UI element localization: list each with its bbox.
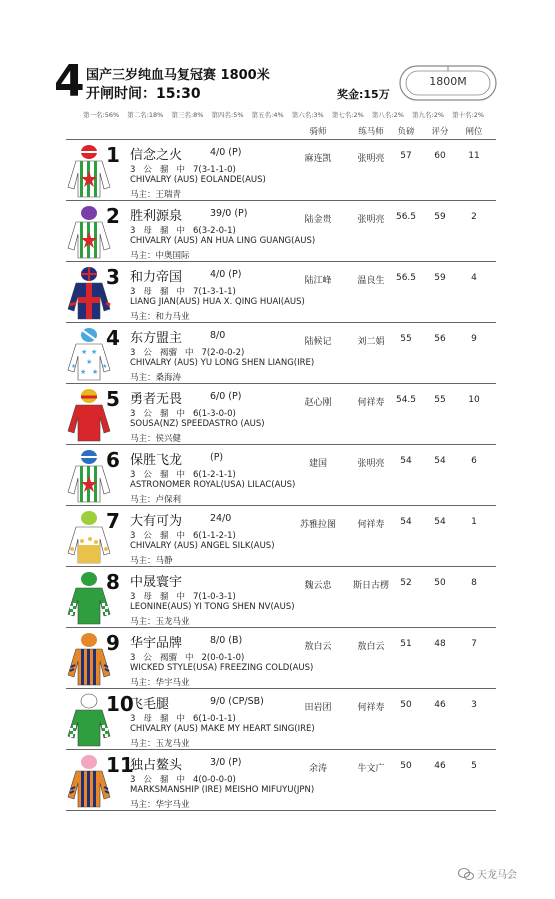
horse-color: 骝: [159, 409, 169, 419]
col-jockey: 骑师: [309, 127, 327, 137]
horse-name: 保胜飞龙: [130, 453, 183, 468]
horse-meta: [130, 346, 252, 358]
horse-age: 3: [130, 348, 136, 358]
horse-age: 3: [130, 592, 136, 602]
col-trainer: 练马师: [358, 127, 384, 137]
horse-meta: [130, 285, 244, 297]
rating: 54: [434, 517, 446, 527]
horse-owner: 马主：华宇马业: [130, 678, 190, 688]
horse-number: 3: [106, 265, 120, 289]
runner-row: [66, 445, 496, 506]
horse-sex: 公: [143, 775, 152, 785]
horse-record: 6(3-2-0-1): [192, 226, 236, 236]
horse-meta: [130, 468, 244, 480]
prize-split-item: 第五名:4%: [251, 111, 284, 119]
horse-sex: 公: [143, 409, 152, 419]
rating: 54: [434, 456, 446, 466]
horse-owner: 马主：侯兴健: [130, 434, 182, 444]
watermark-text: 天龙马会: [477, 870, 517, 881]
horse-rate: 3/0 (P): [210, 757, 242, 768]
weight: 57: [400, 151, 412, 161]
horse-origin: 中: [176, 165, 185, 175]
horse-name: 东方盟主: [130, 331, 183, 346]
horse-number: 2: [106, 204, 120, 228]
draw: 11: [468, 151, 480, 161]
trainer: 刘二娟: [357, 337, 385, 347]
col-draw: 闸位: [465, 127, 483, 137]
horse-record: 7(1-0-3-1): [192, 592, 236, 602]
prize-split-item: 第九名:2%: [412, 111, 445, 119]
horse-pedigree: CHIVALRY (AUS) YU LONG SHEN LIANG(IRE): [130, 358, 315, 368]
prize-split: [83, 110, 490, 119]
horse-sex: 母: [143, 592, 152, 602]
horse-number: 11: [106, 753, 134, 777]
svg-text:★: ★: [71, 363, 77, 370]
col-weight: 负磅: [397, 127, 415, 137]
horse-sex: 母: [143, 714, 152, 724]
watermark: [458, 866, 517, 881]
horse-origin: 中: [176, 470, 185, 480]
jockey: 田岩团: [304, 703, 332, 713]
horse-number: 7: [106, 509, 120, 533]
horse-rate: 9/0 (CP/SB): [210, 696, 264, 707]
horse-record: 6(1-2-1-1): [192, 470, 236, 480]
horse-origin: 中: [176, 287, 185, 297]
horse-owner: 马主：王瑞青: [130, 190, 182, 200]
prize-split-item: 第三名:8%: [171, 111, 204, 119]
horse-name: 和力帝国: [130, 270, 183, 285]
runner-row: [66, 262, 496, 323]
prize-split-item: 第八名:2%: [371, 111, 404, 119]
trainer: 何祥寿: [357, 520, 385, 530]
horse-sex: 母: [143, 287, 152, 297]
rating: 48: [434, 639, 446, 649]
horse-owner: 马主：华宇马业: [130, 800, 190, 810]
track-distance: 1800M: [429, 75, 467, 88]
horse-owner: 马主：中奥国际: [130, 251, 190, 261]
horse-rate: 24/0: [210, 513, 232, 524]
horse-name: 飞毛腿: [130, 697, 170, 712]
horse-record: 7(1-3-1-1): [192, 287, 236, 297]
rating: 55: [434, 395, 446, 405]
horse-number: 1: [106, 143, 120, 167]
horse-age: 3: [130, 226, 136, 236]
draw: 8: [471, 578, 477, 588]
horse-record: 6(1-1-2-1): [192, 531, 236, 541]
rating: 59: [434, 273, 446, 283]
horse-age: 3: [130, 653, 136, 663]
horse-rate: 6/0 (P): [210, 391, 242, 402]
horse-owner: 马主：卢保利: [130, 495, 182, 505]
draw: 3: [471, 700, 477, 710]
horse-origin: 中: [184, 653, 194, 663]
prize-money: 奖金:15万: [337, 88, 390, 101]
horse-color: 褐骝: [159, 653, 177, 663]
horse-pedigree: LEONINE(AUS) YI TONG SHEN NV(AUS): [130, 602, 295, 612]
prize-split-item: 第二名:18%: [127, 111, 164, 119]
horse-pedigree: SOUSA(NZ) SPEEDASTRO (AUS): [130, 419, 265, 429]
horse-owner: 马主：和力马业: [130, 312, 190, 322]
runner-row: [66, 384, 496, 445]
trainer: 张明亮: [357, 459, 385, 469]
horse-age: 3: [130, 531, 136, 541]
prize-split-item: 第六名:3%: [291, 111, 324, 119]
horse-origin: 中: [176, 531, 185, 541]
horse-age: 3: [130, 409, 136, 419]
race-number: 4: [54, 56, 85, 107]
column-headers: [0, 125, 555, 139]
trainer: 何祥寿: [357, 398, 385, 408]
rating: 50: [434, 578, 446, 588]
horse-record: 2(0-0-1-0): [201, 653, 245, 663]
draw: 9: [471, 334, 477, 344]
horse-pedigree: CHIVALRY (AUS) AN HUA LING GUANG(AUS): [130, 236, 316, 246]
jockey: 建国: [308, 459, 327, 469]
horse-meta: [130, 529, 244, 541]
runner-row: [66, 506, 496, 567]
runner-row: [66, 140, 496, 201]
weight: 55: [400, 334, 412, 344]
trainer: 斯日古楞: [352, 581, 389, 591]
jockey: 陆候记: [304, 337, 332, 347]
trainer: 张明亮: [357, 154, 385, 164]
jockey: 苏雅拉图: [299, 520, 336, 530]
post-time: 开闸时间：15:30: [86, 86, 201, 102]
horse-color: 褐骝: [159, 348, 177, 358]
horse-pedigree: CHIVALRY (AUS) ANGEL SILK(AUS): [130, 541, 275, 551]
horse-record: 7(3-1-1-0): [192, 165, 236, 175]
draw: 1: [471, 517, 477, 527]
svg-text:★: ★: [81, 348, 88, 356]
horse-owner: 马主：马静: [130, 556, 173, 566]
horse-name: 胜利源泉: [130, 209, 183, 224]
runner-row: [66, 567, 496, 628]
horse-number: 10: [106, 692, 134, 716]
weight: 54.5: [395, 395, 417, 405]
runner-row: [66, 201, 496, 262]
horse-rate: 8/0: [210, 330, 226, 341]
horse-pedigree: MARKSMANSHIP (IRE) MEISHO MIFUYU(JPN): [130, 785, 315, 795]
horse-pedigree: CHIVALRY (AUS) MAKE MY HEART SING(IRE): [130, 724, 315, 734]
runner-row: [66, 323, 496, 384]
draw: 4: [471, 273, 477, 283]
race-title: 国产三岁纯血马复冠赛 1800米: [86, 68, 270, 83]
horse-meta: [130, 712, 244, 724]
horse-owner: 马主：玉龙马业: [130, 617, 190, 627]
horse-meta: [130, 590, 244, 602]
horse-number: 8: [106, 570, 120, 594]
weight: 52: [400, 578, 412, 588]
jockey: 赵心刚: [304, 398, 332, 408]
rating: 60: [434, 151, 446, 161]
horse-meta: [130, 651, 252, 663]
horse-color: 骝: [159, 470, 169, 480]
horse-pedigree: LIANG JIAN(AUS) HUA X. QING HUAI(AUS): [130, 297, 305, 307]
horse-age: 3: [130, 165, 136, 175]
jockey: 麻连凯: [304, 154, 332, 164]
weight: 54: [400, 456, 412, 466]
horse-number: 5: [106, 387, 120, 411]
draw: 2: [471, 212, 477, 222]
svg-text:★: ★: [80, 368, 87, 376]
horse-record: 4(0-0-0-0): [192, 775, 236, 785]
horse-owner: 马主：桑海涛: [130, 373, 182, 383]
draw: 6: [471, 456, 477, 466]
runner-row: [66, 628, 496, 689]
horse-origin: 中: [176, 409, 185, 419]
jockey: 陆江峰: [304, 276, 332, 286]
track-diagram: [398, 64, 498, 102]
horse-color: 骝: [159, 775, 169, 785]
horse-meta: [130, 224, 244, 236]
horse-color: 骝: [159, 287, 169, 297]
horse-sex: 公: [143, 531, 152, 541]
draw: 10: [468, 395, 480, 405]
wechat-icon: [458, 868, 474, 880]
horse-origin: 中: [176, 775, 185, 785]
rating: 46: [434, 700, 446, 710]
horse-sex: 公: [143, 653, 152, 663]
weight: 56.5: [395, 212, 417, 222]
trainer: 温良生: [357, 276, 385, 286]
horse-sex: 公: [143, 348, 152, 358]
rating: 46: [434, 761, 446, 771]
horse-age: 3: [130, 470, 136, 480]
horse-rate: 4/0 (P): [210, 147, 242, 158]
horse-sex: 公: [143, 470, 152, 480]
horse-meta: [130, 407, 244, 419]
horse-name: 大有可为: [130, 514, 183, 529]
prize-split-item: 第十名:2%: [452, 111, 485, 119]
horse-meta: [130, 163, 244, 175]
race-header: [0, 0, 555, 140]
horse-pedigree: WICKED STYLE(USA) FREEZING COLD(AUS): [130, 663, 314, 673]
horse-name: 中晟寰宇: [130, 575, 183, 590]
svg-text:★: ★: [91, 348, 98, 356]
horse-owner: 马主：玉龙马业: [130, 739, 190, 749]
horse-color: 骝: [159, 714, 169, 724]
weight: 50: [400, 700, 412, 710]
horse-number: 6: [106, 448, 120, 472]
trainer: 何祥寿: [357, 703, 385, 713]
horse-name: 信念之火: [130, 148, 183, 163]
horse-color: 骝: [159, 165, 169, 175]
horse-age: 3: [130, 287, 136, 297]
horse-sex: 公: [143, 165, 152, 175]
horse-origin: 中: [176, 592, 185, 602]
svg-text:★: ★: [102, 363, 108, 370]
jockey: 陆金贵: [304, 215, 332, 225]
col-rating: 评分: [431, 127, 449, 137]
weight: 54: [400, 517, 412, 527]
horse-origin: 中: [176, 226, 185, 236]
horse-color: 骝: [159, 531, 169, 541]
draw: 7: [471, 639, 477, 649]
trainer: 张明亮: [357, 215, 385, 225]
trainer: 敖白云: [357, 642, 385, 652]
horse-age: 3: [130, 714, 136, 724]
runner-list: [66, 139, 496, 811]
horse-pedigree: CHIVALRY (AUS) EOLANDE(AUS): [130, 175, 266, 185]
trainer: 牛文广: [357, 764, 385, 774]
jockey: 余涛: [308, 764, 327, 774]
horse-meta: [130, 773, 244, 785]
horse-rate: 39/0 (P): [210, 208, 248, 219]
horse-record: 6(1-0-1-1): [192, 714, 236, 724]
svg-text:★: ★: [92, 368, 99, 376]
horse-rate: (P): [210, 452, 224, 463]
horse-color: 骝: [159, 592, 169, 602]
horse-record: 6(1-3-0-0): [192, 409, 236, 419]
horse-origin: 中: [176, 714, 185, 724]
weight: 50: [400, 761, 412, 771]
jockey: 魏云忠: [304, 581, 332, 591]
runner-row: [66, 750, 496, 811]
rating: 56: [434, 334, 446, 344]
svg-text:★: ★: [86, 358, 93, 366]
horse-color: 骝: [159, 226, 169, 236]
horse-sex: 母: [143, 226, 152, 236]
horse-name: 华宇品牌: [130, 636, 183, 651]
runner-row: [66, 689, 496, 750]
horse-number: 9: [106, 631, 120, 655]
rating: 59: [434, 212, 446, 222]
weight: 51: [400, 639, 412, 649]
prize-split-item: 第七名:2%: [331, 111, 364, 119]
draw: 5: [471, 761, 477, 771]
weight: 56.5: [395, 273, 417, 283]
prize-split-item: 第四名:5%: [211, 111, 244, 119]
horse-number: 4: [106, 326, 120, 350]
horse-record: 7(2-0-0-2): [201, 348, 245, 358]
horse-pedigree: ASTRONOMER ROYAL(USA) LILAC(AUS): [130, 480, 296, 490]
jockey: 敖白云: [304, 642, 332, 652]
horse-origin: 中: [184, 348, 194, 358]
horse-age: 3: [130, 775, 136, 785]
prize-split-item: 第一名:56%: [83, 111, 120, 119]
horse-rate: 8/0 (B): [210, 635, 243, 646]
horse-name: 独占鳌头: [130, 758, 183, 773]
horse-name: 勇者无畏: [130, 392, 183, 407]
horse-rate: 4/0 (P): [210, 269, 242, 280]
